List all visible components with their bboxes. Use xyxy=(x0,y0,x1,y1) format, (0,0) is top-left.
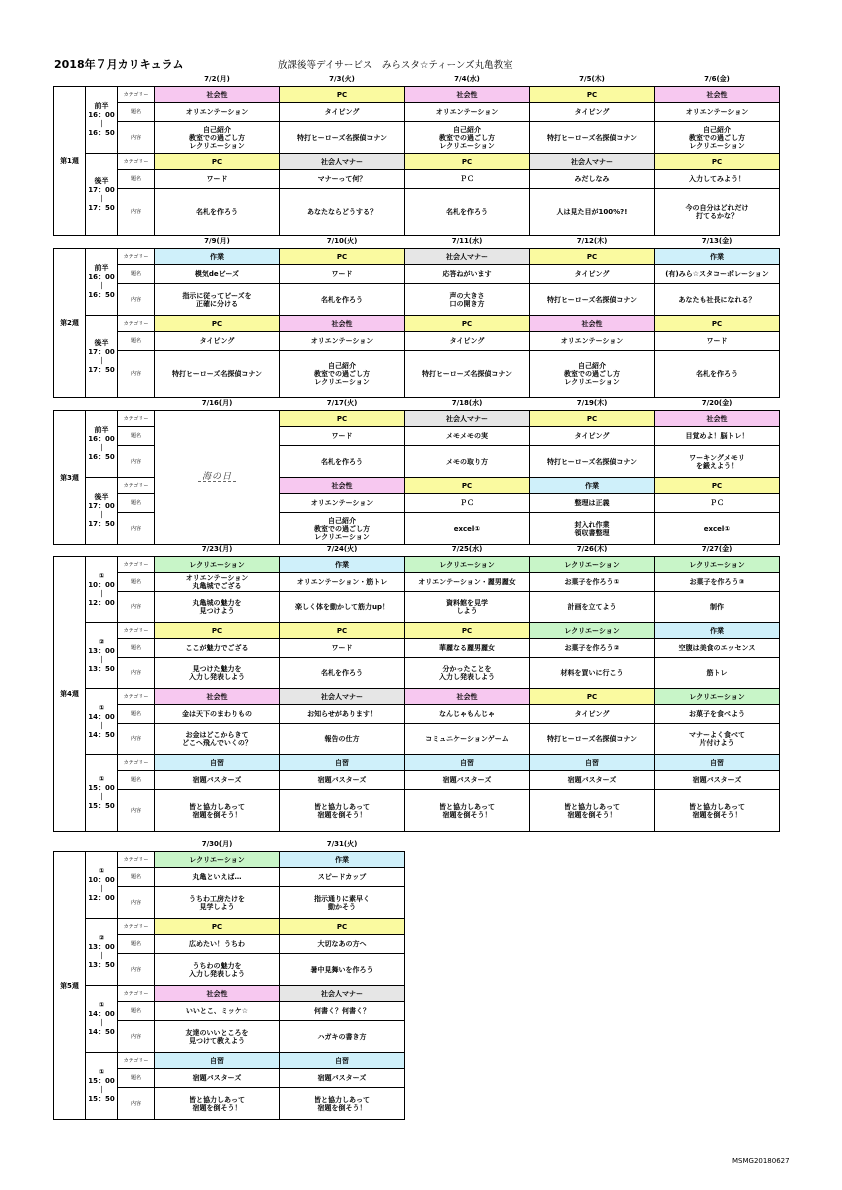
row-label-category: カテゴリー xyxy=(118,249,155,265)
category-cell: 社会性 xyxy=(155,986,280,1002)
period-time-label: ② 13：00 ｜ 13：50 xyxy=(86,623,118,689)
lesson-title: オリエンテーション xyxy=(530,332,655,351)
category-cell: PC xyxy=(280,87,405,103)
category-cell: PC xyxy=(155,154,280,170)
date-header-spacer xyxy=(54,234,155,249)
lesson-title: オリエンテーション・筋トレ xyxy=(280,573,405,592)
category-cell: 作業 xyxy=(280,852,405,868)
week-table xyxy=(53,72,780,236)
row-label-content: 内容 xyxy=(118,122,155,154)
lesson-content: 材料を買いに行こう xyxy=(530,658,655,689)
lesson-content: 特打ヒーローズ名探偵コナン xyxy=(530,724,655,755)
row-label-title: 題名 xyxy=(118,639,155,658)
category-cell: 自習 xyxy=(280,755,405,771)
category-cell: 自習 xyxy=(155,755,280,771)
category-cell: 作業 xyxy=(655,249,780,265)
category-cell: 社会人マナー xyxy=(280,154,405,170)
category-cell: PC xyxy=(530,249,655,265)
lesson-content: 名札を作ろう xyxy=(280,658,405,689)
lesson-title: お菓子を作ろう③ xyxy=(655,573,780,592)
category-cell: PC xyxy=(405,478,530,494)
category-cell: 作業 xyxy=(655,623,780,639)
lesson-title: 宿題バスターズ xyxy=(530,771,655,790)
row-label-content: 内容 xyxy=(118,724,155,755)
date-header: 7/9(月) xyxy=(155,234,280,249)
category-cell: 社会性 xyxy=(530,316,655,332)
category-cell: PC xyxy=(280,623,405,639)
lesson-content: うちわ工房たけを 見学しよう xyxy=(155,887,280,919)
row-label-content: 内容 xyxy=(118,887,155,919)
category-cell: レクリエーション xyxy=(530,557,655,573)
row-label-title: 題名 xyxy=(118,265,155,284)
lesson-title: オリエンテーション 丸亀城でござる xyxy=(155,573,280,592)
lesson-content: お金はどこからきて どこへ飛んでいくの？ xyxy=(155,724,280,755)
lesson-content: 筋トレ xyxy=(655,658,780,689)
category-cell: 社会性 xyxy=(280,478,405,494)
row-label-category: カテゴリー xyxy=(118,557,155,573)
lesson-title: オリエンテーション xyxy=(655,103,780,122)
lesson-content: 指示に従ってビーズを 正確に分ける xyxy=(155,284,280,316)
lesson-title: オリエンテーション xyxy=(405,103,530,122)
row-label-title: 題名 xyxy=(118,771,155,790)
lesson-title: スピードカップ xyxy=(280,868,405,887)
lesson-title: なんじゃもんじゃ xyxy=(405,705,530,724)
date-header: 7/23(月) xyxy=(155,542,280,557)
lesson-title: オリエンテーション xyxy=(280,332,405,351)
date-header: 7/4(水) xyxy=(405,72,530,87)
lesson-content: excel① xyxy=(655,513,780,545)
date-header: 7/5(木) xyxy=(530,72,655,87)
row-label-title: 題名 xyxy=(118,573,155,592)
row-label-title: 題名 xyxy=(118,170,155,189)
lesson-title: タイピング xyxy=(155,332,280,351)
lesson-content: 計画を立てよう xyxy=(530,592,655,623)
lesson-content: 名札を作ろう xyxy=(155,189,280,236)
lesson-content: 楽しく体を動かして筋力up！ xyxy=(280,592,405,623)
category-cell: 自習 xyxy=(405,755,530,771)
category-cell: PC xyxy=(530,411,655,427)
lesson-content: 分かったことを 入力し発表しよう xyxy=(405,658,530,689)
lesson-content: コミュニケーションゲーム xyxy=(405,724,530,755)
category-cell: 社会性 xyxy=(155,689,280,705)
category-cell: PC xyxy=(280,249,405,265)
category-cell: 社会人マナー xyxy=(280,986,405,1002)
lesson-content: 皆と協力しあって 宿題を倒そう！ xyxy=(405,790,530,832)
lesson-content: 自己紹介 教室での過ごし方 レクリエーション xyxy=(405,122,530,154)
date-header: 7/10(火) xyxy=(280,234,405,249)
lesson-title: ＰＣ xyxy=(655,494,780,513)
lesson-title: マナーって何？ xyxy=(280,170,405,189)
lesson-content: 特打ヒーローズ名探偵コナン xyxy=(155,351,280,398)
row-label-category: カテゴリー xyxy=(118,1053,155,1069)
week-label: 第1週 xyxy=(54,87,86,236)
lesson-content: 自己紹介 教室での過ごし方 レクリエーション xyxy=(155,122,280,154)
date-header: 7/31(火) xyxy=(280,837,405,852)
lesson-title: 宿題バスターズ xyxy=(155,771,280,790)
holiday-label: 海の日 xyxy=(198,473,236,482)
lesson-title: 華麗なる麗男麗女 xyxy=(405,639,530,658)
date-header: 7/24(火) xyxy=(280,542,405,557)
lesson-content: 特打ヒーローズ名探偵コナン xyxy=(405,351,530,398)
category-cell: PC xyxy=(155,919,280,935)
lesson-content: 特打ヒーローズ名探偵コナン xyxy=(530,122,655,154)
lesson-content: マナーよく食べて 片付けよう xyxy=(655,724,780,755)
date-header: 7/19(木) xyxy=(530,396,655,411)
lesson-title: ワード xyxy=(155,170,280,189)
lesson-content: 皆と協力しあって 宿題を倒そう！ xyxy=(155,790,280,832)
holiday-cell xyxy=(155,411,280,545)
lesson-title: お菓子を作ろう② xyxy=(530,639,655,658)
lesson-title: ワード xyxy=(280,639,405,658)
lesson-content: うちわの魅力を 入力し発表しよう xyxy=(155,954,280,986)
period-time-label: ① 10：00 ｜ 12：00 xyxy=(86,557,118,623)
row-label-content: 内容 xyxy=(118,446,155,478)
period-time-label: ① 10：00 ｜ 12：00 xyxy=(86,852,118,919)
category-cell: 作業 xyxy=(530,478,655,494)
lesson-title: 宿題バスターズ xyxy=(280,1069,405,1088)
row-label-title: 題名 xyxy=(118,494,155,513)
lesson-title: お菓子を食べよう xyxy=(655,705,780,724)
lesson-content: 自己紹介 教室での過ごし方 レクリエーション xyxy=(530,351,655,398)
lesson-content: 報告の仕方 xyxy=(280,724,405,755)
category-cell: レクリエーション xyxy=(155,557,280,573)
date-header-spacer xyxy=(54,396,155,411)
period-time-label: ① 14：00 ｜ 14：50 xyxy=(86,986,118,1053)
lesson-title: お菓子を作ろう① xyxy=(530,573,655,592)
row-label-content: 内容 xyxy=(118,284,155,316)
row-label-content: 内容 xyxy=(118,189,155,236)
lesson-title: 金は天下のまわりもの xyxy=(155,705,280,724)
category-cell: 社会人マナー xyxy=(405,411,530,427)
row-label-content: 内容 xyxy=(118,351,155,398)
lesson-title: 空腹は美食のエッセンス xyxy=(655,639,780,658)
category-cell: 社会性 xyxy=(155,87,280,103)
date-header: 7/25(水) xyxy=(405,542,530,557)
week-table xyxy=(53,837,405,1120)
period-time-label: ① 15：00 ｜ 15：50 xyxy=(86,1053,118,1120)
lesson-content: 指示通りに素早く 動かそう xyxy=(280,887,405,919)
lesson-content: 皆と協力しあって 宿題を倒そう！ xyxy=(530,790,655,832)
date-header-spacer xyxy=(54,837,155,852)
lesson-title: 広めたい！うちわ xyxy=(155,935,280,954)
lesson-title: オリエンテーション xyxy=(280,494,405,513)
lesson-content: ハガキの書き方 xyxy=(280,1021,405,1053)
lesson-content: 皆と協力しあって 宿題を倒そう！ xyxy=(655,790,780,832)
lesson-content: 見つけた魅力を 入力し発表しよう xyxy=(155,658,280,689)
date-header: 7/26(木) xyxy=(530,542,655,557)
date-header: 7/3(火) xyxy=(280,72,405,87)
page-subtitle: 放課後等デイサービス みらスタ☆ティーンズ丸亀教室 xyxy=(278,60,513,71)
lesson-title: タイピング xyxy=(280,103,405,122)
row-label-content: 内容 xyxy=(118,954,155,986)
category-cell: 社会性 xyxy=(405,87,530,103)
lesson-title: 丸亀といえば… xyxy=(155,868,280,887)
lesson-title: オリエンテーション・麗男麗女 xyxy=(405,573,530,592)
week-label: 第2週 xyxy=(54,249,86,398)
category-cell: PC xyxy=(530,689,655,705)
lesson-title: ワード xyxy=(280,427,405,446)
lesson-title: 模気deビーズ xyxy=(155,265,280,284)
lesson-content: あなたも社長になれる？ xyxy=(655,284,780,316)
lesson-content: 資料館を見学 しよう xyxy=(405,592,530,623)
lesson-content: 封入れ作業 領収書整理 xyxy=(530,513,655,545)
lesson-content: メモの取り方 xyxy=(405,446,530,478)
category-cell: 作業 xyxy=(280,557,405,573)
category-cell: PC xyxy=(655,154,780,170)
period-time-label: 後半 17：00 ｜ 17：50 xyxy=(86,316,118,398)
date-header: 7/2(月) xyxy=(155,72,280,87)
row-label-category: カテゴリー xyxy=(118,411,155,427)
category-cell: PC xyxy=(280,411,405,427)
row-label-category: カテゴリー xyxy=(118,755,155,771)
category-cell: PC xyxy=(155,623,280,639)
lesson-title: ワード xyxy=(280,265,405,284)
category-cell: PC xyxy=(280,919,405,935)
row-label-title: 題名 xyxy=(118,1069,155,1088)
page-title: 2018年７月カリキュラム xyxy=(54,58,184,71)
lesson-title: 何書く？何書く？ xyxy=(280,1002,405,1021)
row-label-content: 内容 xyxy=(118,1021,155,1053)
period-time-label: ② 13：00 ｜ 13：50 xyxy=(86,919,118,986)
lesson-content: 皆と協力しあって 宿題を倒そう！ xyxy=(280,1088,405,1120)
row-label-title: 題名 xyxy=(118,935,155,954)
lesson-title: タイピング xyxy=(405,332,530,351)
row-label-content: 内容 xyxy=(118,1088,155,1120)
lesson-content: 自己紹介 教室での過ごし方 レクリエーション xyxy=(280,513,405,545)
week-table xyxy=(53,234,780,398)
lesson-title: みだしなみ xyxy=(530,170,655,189)
lesson-title: 応答ねがいます xyxy=(405,265,530,284)
category-cell: レクリエーション xyxy=(530,623,655,639)
category-cell: レクリエーション xyxy=(155,852,280,868)
lesson-title: ここが魅力でござる xyxy=(155,639,280,658)
category-cell: PC xyxy=(530,87,655,103)
row-label-category: カテゴリー xyxy=(118,316,155,332)
row-label-title: 題名 xyxy=(118,103,155,122)
lesson-content: 友達のいいところを 見つけて教えよう xyxy=(155,1021,280,1053)
lesson-title: (有)みら☆スタコーポレーション xyxy=(655,265,780,284)
date-header: 7/16(月) xyxy=(155,396,280,411)
category-cell: 自習 xyxy=(155,1053,280,1069)
row-label-title: 題名 xyxy=(118,332,155,351)
lesson-title: お知らせがあります！ xyxy=(280,705,405,724)
category-cell: 社会人マナー xyxy=(530,154,655,170)
lesson-content: 皆と協力しあって 宿題を倒そう！ xyxy=(155,1088,280,1120)
row-label-title: 題名 xyxy=(118,705,155,724)
category-cell: PC xyxy=(155,316,280,332)
week-label: 第4週 xyxy=(54,557,86,832)
row-label-category: カテゴリー xyxy=(118,87,155,103)
lesson-title: タイピング xyxy=(530,103,655,122)
category-cell: 社会性 xyxy=(655,87,780,103)
date-header: 7/11(水) xyxy=(405,234,530,249)
category-cell: PC xyxy=(405,154,530,170)
date-header: 7/20(金) xyxy=(655,396,780,411)
week-table xyxy=(53,396,780,545)
category-cell: PC xyxy=(655,478,780,494)
date-header: 7/12(木) xyxy=(530,234,655,249)
category-cell: 自習 xyxy=(530,755,655,771)
category-cell: PC xyxy=(405,316,530,332)
row-label-content: 内容 xyxy=(118,658,155,689)
row-label-content: 内容 xyxy=(118,513,155,545)
category-cell: PC xyxy=(655,316,780,332)
period-time-label: ① 14：00 ｜ 14：50 xyxy=(86,689,118,755)
week-label: 第3週 xyxy=(54,411,86,545)
date-header: 7/18(水) xyxy=(405,396,530,411)
lesson-content: 声の大きさ 口の開き方 xyxy=(405,284,530,316)
row-label-category: カテゴリー xyxy=(118,919,155,935)
row-label-content: 内容 xyxy=(118,592,155,623)
lesson-title: タイピング xyxy=(530,265,655,284)
lesson-title: 宿題バスターズ xyxy=(155,1069,280,1088)
row-label-category: カテゴリー xyxy=(118,154,155,170)
lesson-title: 宿題バスターズ xyxy=(655,771,780,790)
period-time-label: 後半 17：00 ｜ 17：50 xyxy=(86,154,118,236)
lesson-title: 宿題バスターズ xyxy=(280,771,405,790)
category-cell: 社会性 xyxy=(655,411,780,427)
lesson-title: 整理は正義 xyxy=(530,494,655,513)
category-cell: 社会性 xyxy=(405,689,530,705)
category-cell: レクリエーション xyxy=(655,557,780,573)
category-cell: レクリエーション xyxy=(655,689,780,705)
date-header: 7/13(金) xyxy=(655,234,780,249)
lesson-content: 今の自分はどれだけ 打てるかな？ xyxy=(655,189,780,236)
lesson-title: オリエンテーション xyxy=(155,103,280,122)
lesson-content: ワーキングメモリ を鍛えよう！ xyxy=(655,446,780,478)
lesson-content: あなたならどうする？ xyxy=(280,189,405,236)
category-cell: 社会人マナー xyxy=(405,249,530,265)
lesson-content: 自己紹介 教室での過ごし方 レクリエーション xyxy=(280,351,405,398)
date-header: 7/6(金) xyxy=(655,72,780,87)
row-label-title: 題名 xyxy=(118,868,155,887)
lesson-content: 特打ヒーローズ名探偵コナン xyxy=(530,446,655,478)
lesson-content: 丸亀城の魅力を 見つけよう xyxy=(155,592,280,623)
lesson-title: ＰＣ xyxy=(405,494,530,513)
lesson-content: 特打ヒーローズ名探偵コナン xyxy=(530,284,655,316)
lesson-content: 名札を作ろう xyxy=(280,284,405,316)
date-header: 7/30(月) xyxy=(155,837,280,852)
lesson-title: 目覚めよ！脳トレ！ xyxy=(655,427,780,446)
period-time-label: ① 15：00 ｜ 15：50 xyxy=(86,755,118,832)
row-label-title: 題名 xyxy=(118,1002,155,1021)
lesson-content: 自己紹介 教室での過ごし方 レクリエーション xyxy=(655,122,780,154)
period-time-label: 後半 17：00 ｜ 17：50 xyxy=(86,478,118,545)
category-cell: 自習 xyxy=(280,1053,405,1069)
lesson-content: 特打ヒーローズ名探偵コナン xyxy=(280,122,405,154)
category-cell: 社会人マナー xyxy=(280,689,405,705)
period-time-label: 前半 16：00 ｜ 16：50 xyxy=(86,249,118,316)
date-header-spacer xyxy=(54,542,155,557)
row-label-category: カテゴリー xyxy=(118,478,155,494)
row-label-category: カテゴリー xyxy=(118,852,155,868)
lesson-content: 名札を作ろう xyxy=(280,446,405,478)
lesson-content: 人は見た目が100%?! xyxy=(530,189,655,236)
period-time-label: 前半 16：00 ｜ 16：50 xyxy=(86,87,118,154)
date-header: 7/17(火) xyxy=(280,396,405,411)
lesson-title: いいとこ、ミッケ☆ xyxy=(155,1002,280,1021)
lesson-title: メモメモの実 xyxy=(405,427,530,446)
lesson-title: タイピング xyxy=(530,705,655,724)
row-label-category: カテゴリー xyxy=(118,986,155,1002)
lesson-title: ワード xyxy=(655,332,780,351)
category-cell: 作業 xyxy=(155,249,280,265)
lesson-content: 制作 xyxy=(655,592,780,623)
lesson-title: 大切なあの方へ xyxy=(280,935,405,954)
category-cell: レクリエーション xyxy=(405,557,530,573)
lesson-content: excel① xyxy=(405,513,530,545)
category-cell: PC xyxy=(405,623,530,639)
date-header: 7/27(金) xyxy=(655,542,780,557)
lesson-title: 入力してみよう！ xyxy=(655,170,780,189)
row-label-category: カテゴリー xyxy=(118,623,155,639)
lesson-content: 名札を作ろう xyxy=(655,351,780,398)
lesson-content: 名札を作ろう xyxy=(405,189,530,236)
document-code: MSMG20180627 xyxy=(732,1157,790,1165)
week-table xyxy=(53,542,780,832)
period-time-label: 前半 16：00 ｜ 16：50 xyxy=(86,411,118,478)
category-cell: 社会性 xyxy=(280,316,405,332)
week-label: 第5週 xyxy=(54,852,86,1120)
row-label-content: 内容 xyxy=(118,790,155,832)
row-label-category: カテゴリー xyxy=(118,689,155,705)
lesson-title: ＰＣ xyxy=(405,170,530,189)
lesson-content: 暑中見舞いを作ろう xyxy=(280,954,405,986)
category-cell: 自習 xyxy=(655,755,780,771)
row-label-title: 題名 xyxy=(118,427,155,446)
lesson-content: 皆と協力しあって 宿題を倒そう！ xyxy=(280,790,405,832)
lesson-title: 宿題バスターズ xyxy=(405,771,530,790)
date-header-spacer xyxy=(54,72,155,87)
lesson-title: タイピング xyxy=(530,427,655,446)
